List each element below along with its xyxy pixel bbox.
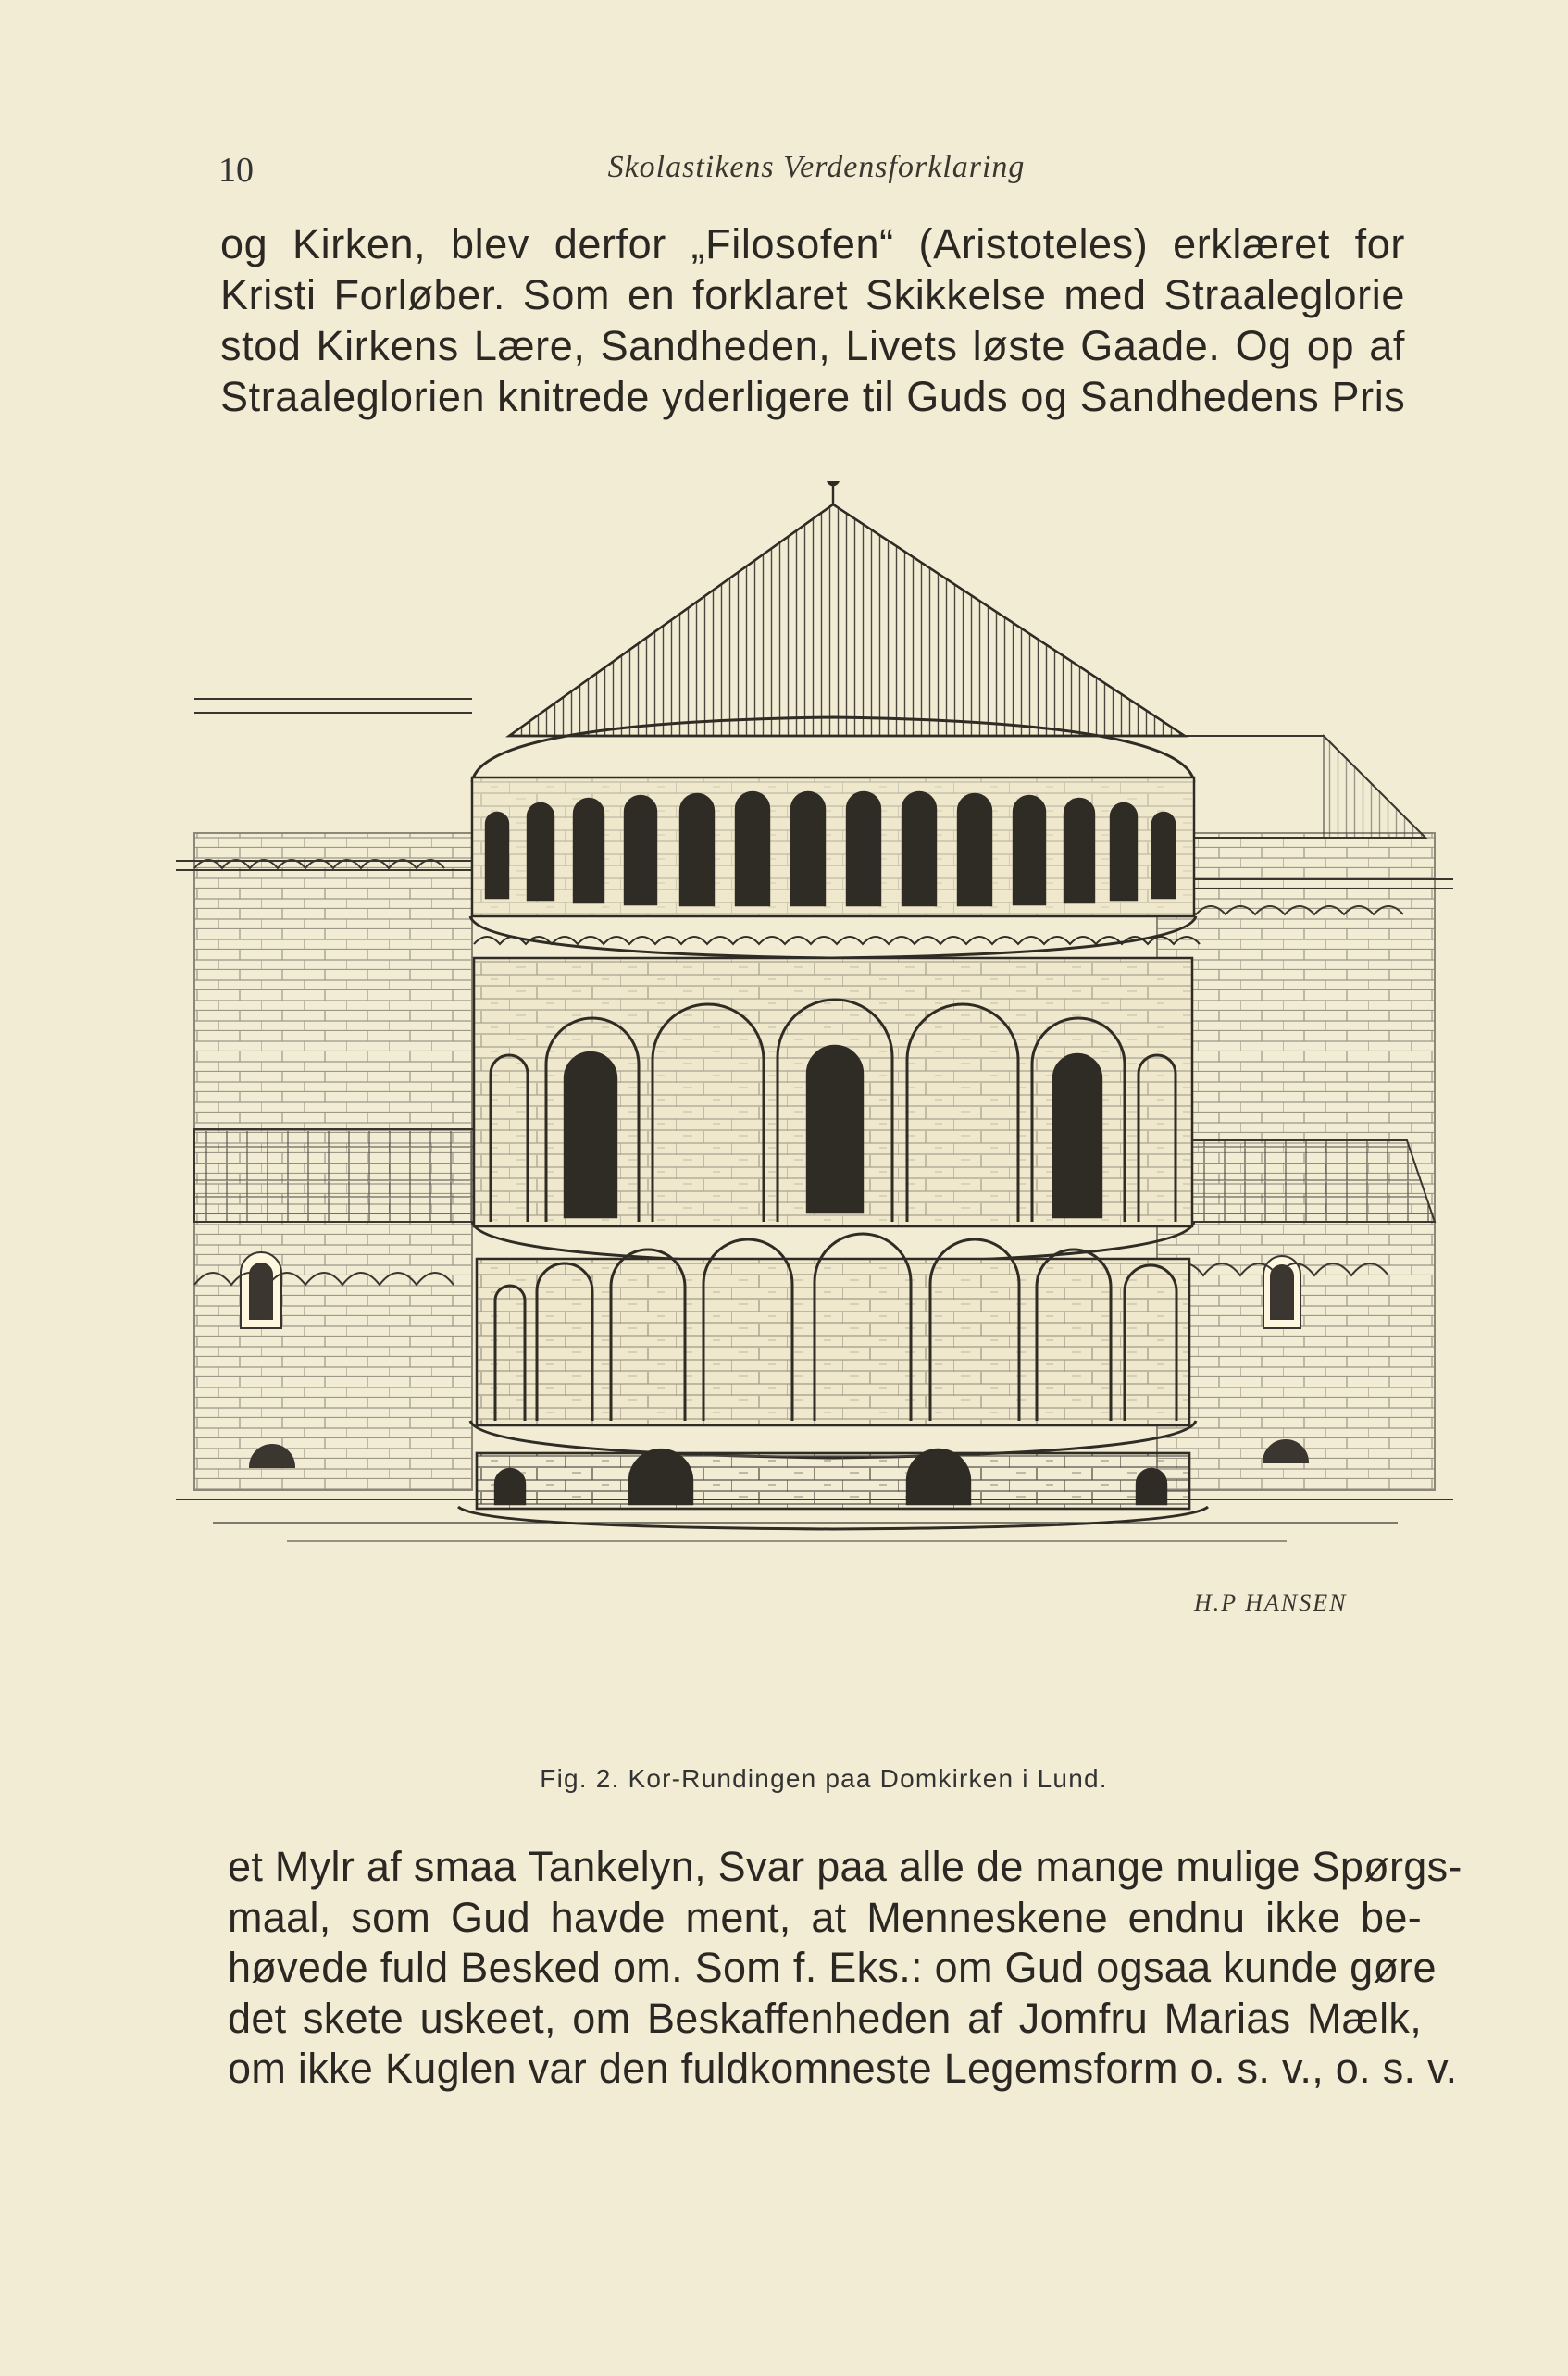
artist-signature: H.P HANSEN	[1194, 1589, 1348, 1616]
running-title: Skolastikens Verdensforklaring	[607, 150, 1026, 184]
text-line: Kristi Forløber. Som en forklaret Skikkelse med Straaleglorie	[220, 271, 1405, 318]
page-number: 10	[218, 151, 254, 190]
text-line: et Mylr af smaa Tankelyn, Svar paa alle de mange mulige Spørgs-	[228, 1843, 1462, 1890]
page-header	[215, 144, 1437, 191]
text-line: stod Kirkens Lære, Sandheden, Livets løste Gaade. Og op af	[220, 322, 1405, 369]
text-line: om ikke Kuglen var den fuldkomneste Legemsform o. s. v., o. s. v.	[228, 2045, 1458, 2092]
text-line: det skete uskeet, om Beskaffenheden af Jomfru Marias Mælk,	[228, 1994, 1422, 2042]
paragraph-bottom	[228, 1842, 1462, 2095]
figure-illustration	[176, 481, 1453, 1759]
text-line: høvede fuld Besked om. Som f. Eks.: om Gud ogsaa kunde gøre	[228, 1944, 1437, 1991]
paragraph-top	[220, 218, 1405, 422]
text-line: og Kirken, blev derfor „Filosofen“ (Aristoteles) erklæret for	[220, 220, 1405, 267]
text-line: Straaleglorien knitrede yderligere til Guds og Sandhedens Pris	[220, 373, 1406, 420]
apse-engraving	[176, 481, 1453, 1759]
text-line: maal, som Gud havde ment, at Menneskene endnu ikke be-	[228, 1893, 1422, 1941]
figure-caption: Fig. 2. Kor-Rundingen paa Domkirken i Lund.	[540, 1764, 1108, 1793]
apse-body	[458, 481, 1208, 1529]
